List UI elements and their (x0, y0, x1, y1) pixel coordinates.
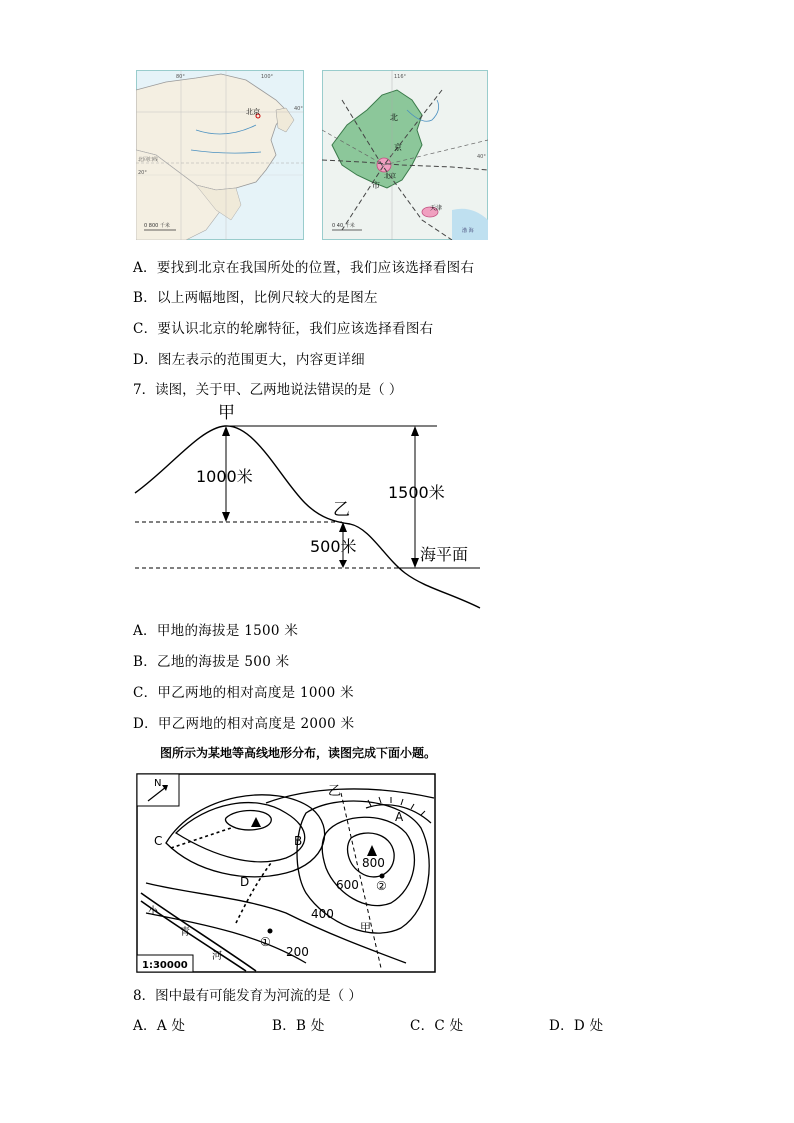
q8-option-b[interactable]: B．B 处 (272, 1018, 325, 1034)
contour-400-label: 400 (311, 907, 334, 921)
height-1000-label: 1000米 (196, 467, 253, 486)
beijing-map-scale: 0 40 千米 (332, 223, 355, 229)
q7-option-c[interactable]: C．甲乙两地的相对高度是 1000 米 (133, 685, 354, 701)
river-label-1: 小 (148, 906, 158, 917)
china-map-tropic: 北回归线 (138, 157, 159, 163)
point-1-label: ① (260, 935, 271, 949)
sea-level-label: 海平面 (420, 545, 469, 564)
contour-intro: 图所示为某地等高线地形分布，读图完成下面小题。 (160, 746, 437, 760)
river-label-3: 河 (212, 951, 222, 962)
q8-option-a[interactable]: A．A 处 (133, 1018, 186, 1034)
beijing-map-jing: 京 (394, 143, 402, 152)
beijing-map-bohai: 渤 海 (462, 228, 474, 234)
peak-jia-label: 甲 (218, 403, 235, 423)
point-b-label: B (294, 834, 303, 848)
height-500-label: 500米 (310, 537, 357, 556)
china-map-lon2: 100° (261, 74, 274, 80)
q6-option-b[interactable]: B．以上两幅地图，比例尺较大的是图左 (133, 290, 378, 306)
china-map-lat2: 20° (138, 170, 147, 176)
contour-scale: 1:30000 (142, 960, 188, 971)
point-a-label: A (395, 810, 404, 824)
q7-question: 7．读图，关于甲、乙两地说法错误的是（ ） (133, 382, 403, 398)
contour-600-label: 600 (336, 878, 359, 892)
point-yi-label: 乙 (333, 500, 350, 520)
elevation-diagram (130, 398, 490, 614)
q6-option-c[interactable]: C．要认识北京的轮廓特征，我们应该选择看图右 (133, 321, 434, 337)
contour-800-label: 800 (362, 856, 385, 870)
point-d-label: D (240, 875, 250, 889)
contour-jia-label: 甲 (360, 921, 371, 934)
beijing-map-lon: 116° (394, 74, 407, 80)
north-arrow-label: N (154, 778, 162, 789)
point-2-label: ② (376, 879, 387, 893)
q7-option-a[interactable]: A．甲地的海拔是 1500 米 (133, 623, 299, 639)
contour-yi-label: 乙 (328, 784, 342, 799)
beijing-map-tianjin: 天津 (430, 205, 443, 212)
beijing-map-lat: 40° (477, 154, 486, 160)
china-map-scale: 0 800 千米 (144, 223, 170, 229)
beijing-map (322, 70, 488, 240)
china-map-lat: 40° (294, 106, 303, 112)
china-map (136, 70, 304, 240)
q6-option-d[interactable]: D．图左表示的范围更大，内容更详细 (133, 352, 365, 368)
beijing-map-shi: 市 (372, 181, 380, 190)
point-c-label: C (154, 834, 163, 848)
beijing-map-city: 北京 (384, 173, 397, 180)
height-1500-label: 1500米 (388, 483, 445, 502)
contour-200-label: 200 (286, 945, 309, 959)
china-map-lon1: 80° (176, 74, 185, 80)
china-map-beijing-label: 北京 (246, 108, 260, 116)
q8-option-d[interactable]: D．D 处 (549, 1018, 604, 1034)
q7-option-b[interactable]: B．乙地的海拔是 500 米 (133, 654, 290, 670)
beijing-map-bei: 北 (390, 113, 398, 122)
q8-question: 8．图中最有可能发育为河流的是（ ） (133, 988, 362, 1004)
contour-map (136, 773, 436, 973)
q8-option-c[interactable]: C．C 处 (410, 1018, 464, 1034)
q6-option-a[interactable]: A．要找到北京在我国所处的位置，我们应该选择看图右 (133, 260, 475, 276)
river-label-2: 青 (180, 927, 190, 938)
q7-option-d[interactable]: D．甲乙两地的相对高度是 2000 米 (133, 716, 355, 732)
